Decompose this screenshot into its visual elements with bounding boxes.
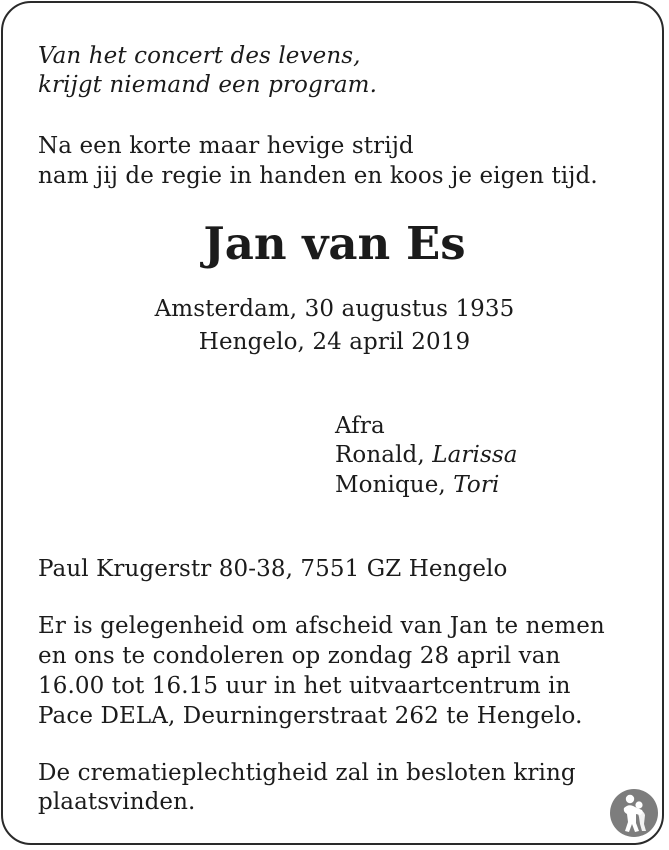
ceremony-line-2: plaatsvinden. [38, 789, 196, 815]
family-member-name: Afra [335, 413, 385, 439]
death-line: Hengelo, 24 april 2019 [198, 329, 471, 355]
address-line: Paul Krugerstr 80-38, 7551 GZ Hengelo [38, 556, 508, 582]
family-member-partner: Larissa [432, 442, 518, 468]
family-member-name: Ronald, [335, 442, 425, 468]
ceremony-line-1: De crematieplechtigheid zal in besloten kring [38, 760, 576, 786]
family-member [335, 440, 518, 470]
family-member [335, 470, 499, 500]
family-member-partner: Tori [453, 472, 500, 498]
motto-line-1: Van het concert des levens, [38, 43, 361, 69]
visitation-line-3: 16.00 tot 16.15 uur in het uitvaartcentrum in [38, 673, 571, 699]
visitation-line-4: Pace DELA, Deurningerstraat 262 te Hengelo. [38, 703, 583, 729]
motto-line-2: krijgt niemand een program. [38, 72, 378, 98]
birth-line: Amsterdam, 30 augustus 1935 [154, 296, 515, 322]
embracing-figures-logo-icon [609, 788, 659, 838]
family-member-name: Monique, [335, 472, 446, 498]
deceased-name: Jan van Es [203, 217, 466, 270]
intro-line-1: Na een korte maar hevige strijd [38, 133, 414, 159]
intro-line-2: nam jij de regie in handen en koos je eigen tijd. [38, 163, 598, 189]
visitation-line-2: en ons te condoleren op zondag 28 april van [38, 643, 561, 669]
visitation-line-1: Er is gelegenheid om afscheid van Jan te nemen [38, 613, 605, 639]
family-member [335, 411, 385, 441]
